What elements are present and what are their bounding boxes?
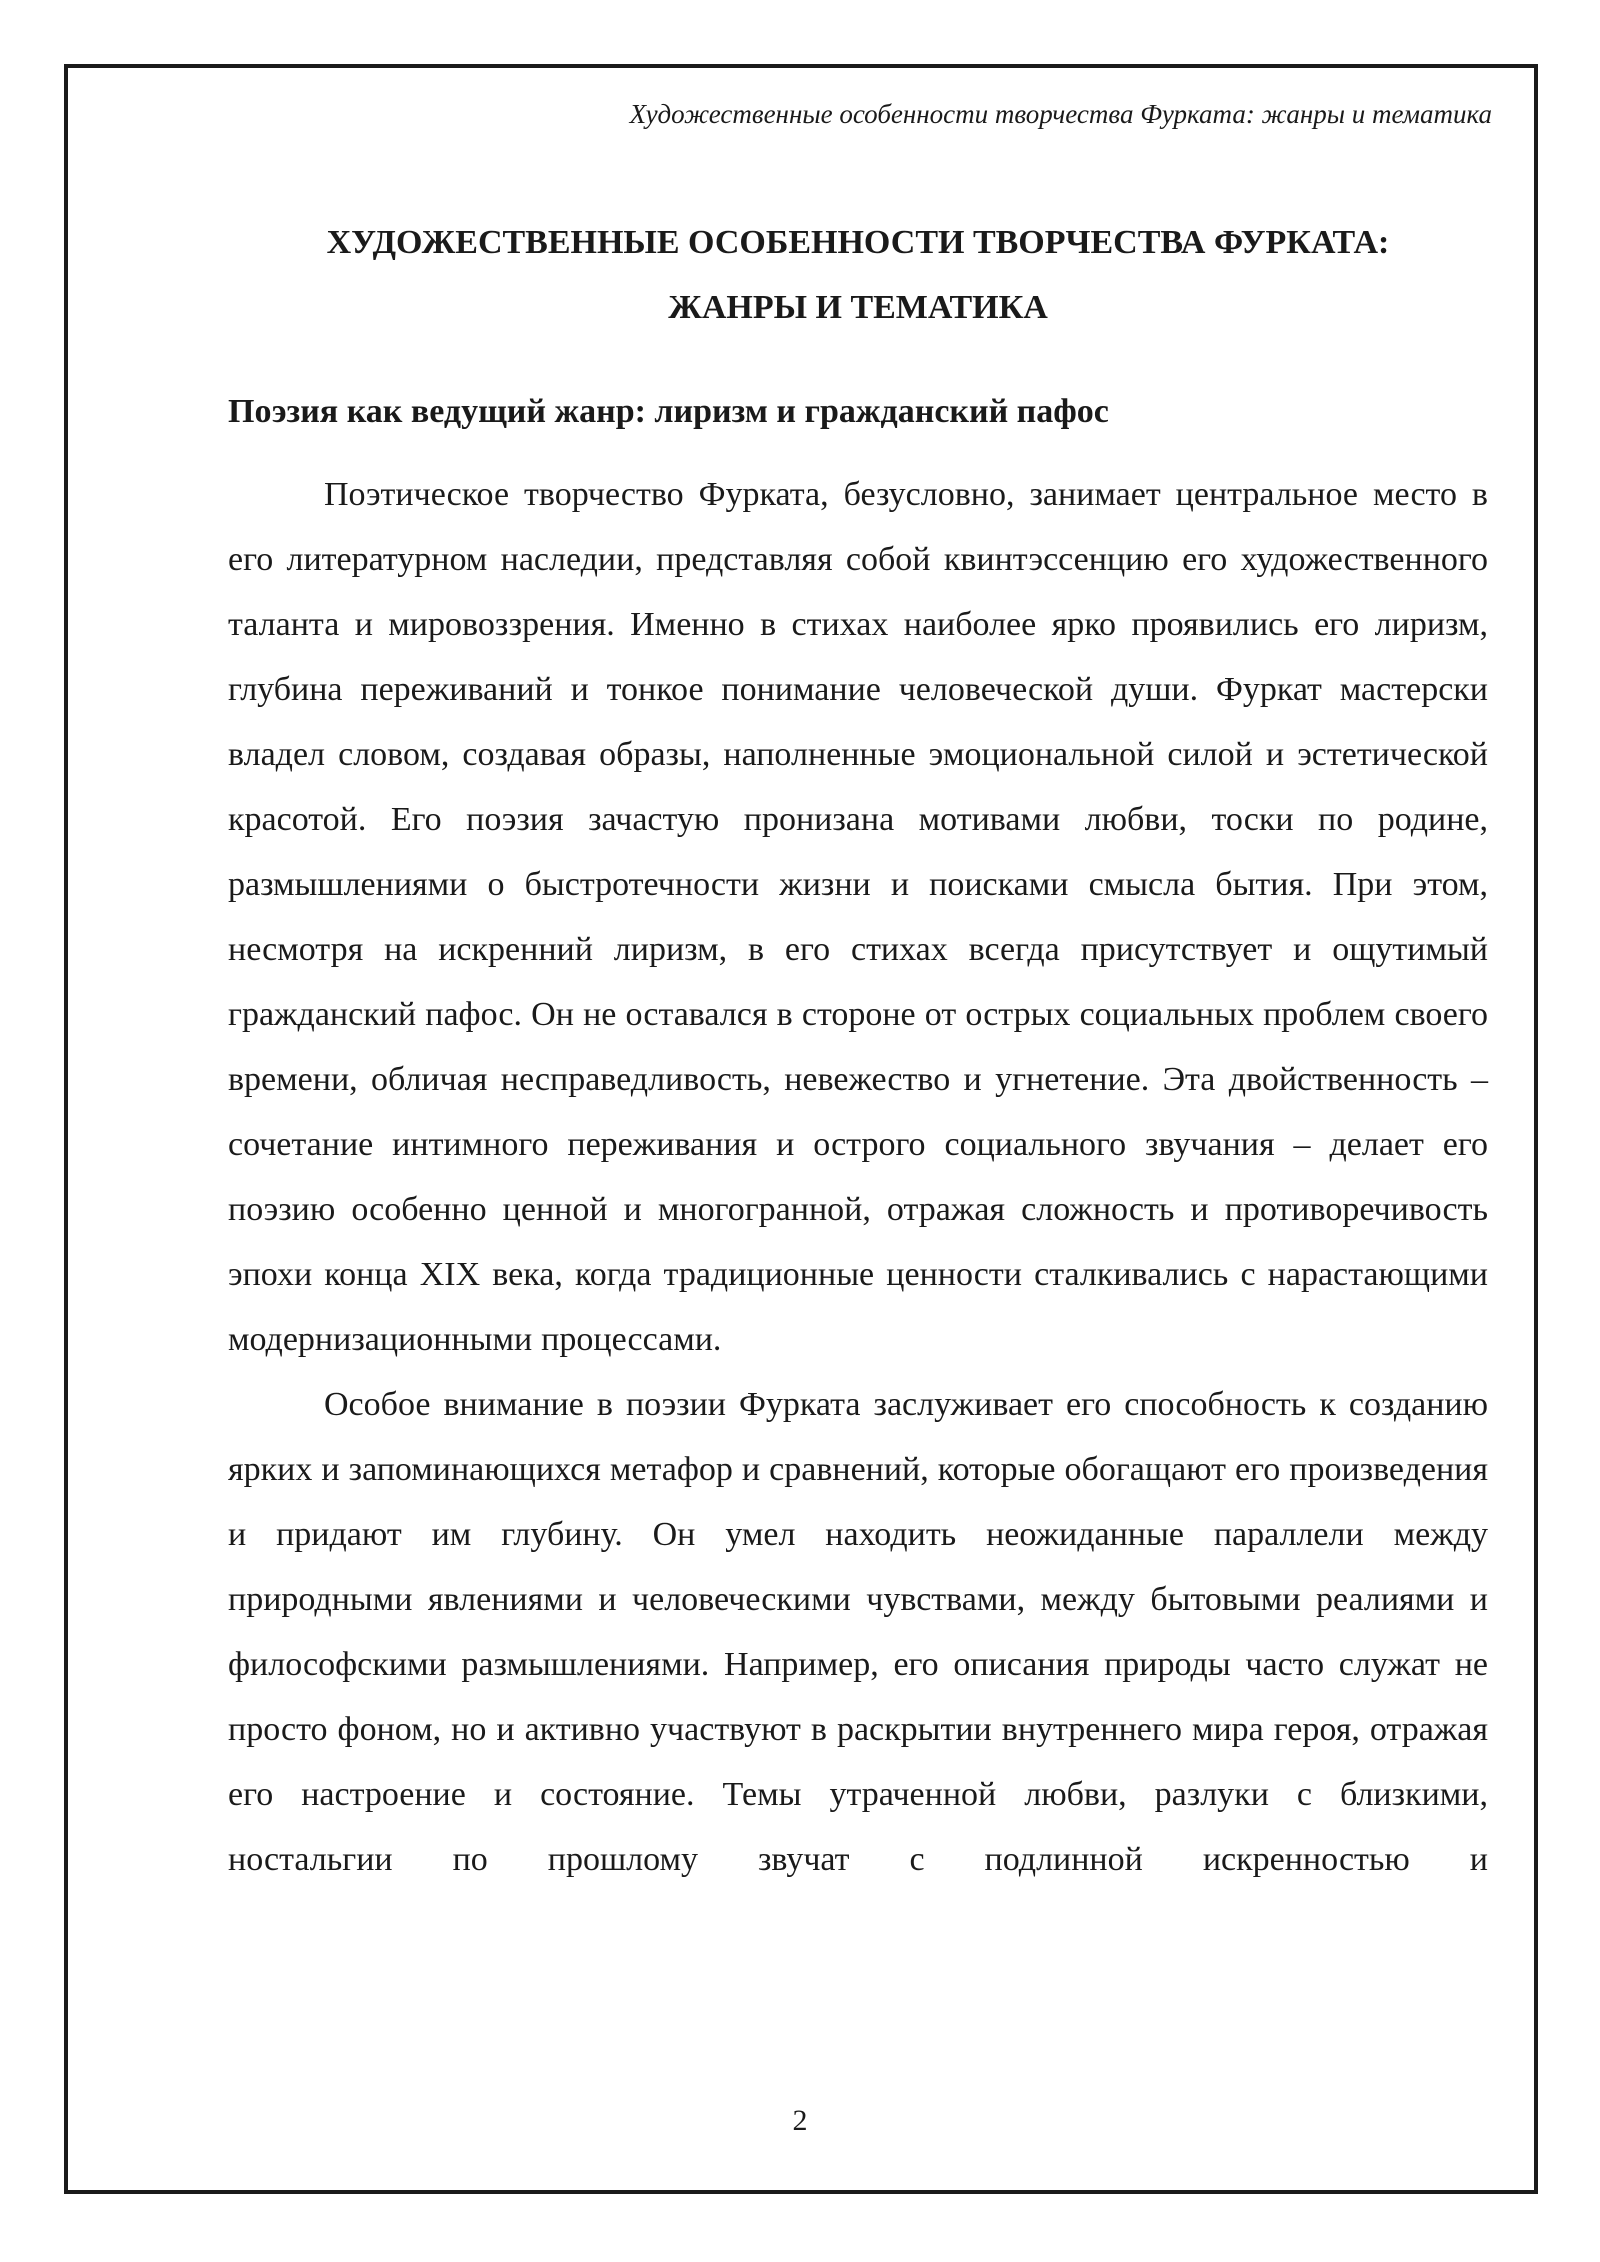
- page-number: 2: [792, 2104, 808, 2137]
- running-header: Художественные особенности творчества Фурката: жанры и тематика: [629, 99, 1492, 129]
- paragraph-1: Поэтическое творчество Фурката, безусловно, занимает центральное место в его литературном наследии, представляя собой квинтэссенцию его художественного таланта и мировоззрения. Именно в стихах наиболее ярко проявились его лиризм, глубина переживаний и тонкое понимание человеческой души. Фуркат мастерски владел словом, создавая образы, наполненные эмоциональной силой и эстетической красотой. Его поэзия зачастую пронизана мотивами любви, тоски по родине, размышлениями о быстротечности жизни и поисками смысла бытия. При этом, несмотря на искренний лиризм, в его стихах всегда присутствует и ощутимый гражданский пафос. Он не оставался в стороне от острых социальных проблем своего времени, обличая несправедливость, невежество и угнетение. Эта двойственность – сочетание интимного переживания и острого социального звучания – делает его поэзию особенно ценной и многогранной, отражая сложность и противоречивость эпохи конца XIX века, когда традиционные ценности сталкивались с нарастающими модернизационными процессами.: [228, 476, 1488, 1358]
- title-line-1: ХУДОЖЕСТВЕННЫЕ ОСОБЕННОСТИ ТВОРЧЕСТВА ФУРКАТА:: [326, 224, 1390, 261]
- title-line-2: ЖАНРЫ И ТЕМАТИКА: [668, 289, 1048, 326]
- document-title: [228, 210, 1488, 340]
- section-heading: Поэзия как ведущий жанр: лиризм и гражданский пафос: [228, 393, 1109, 430]
- body-text: [228, 462, 1488, 1892]
- paragraph-2: Особое внимание в поэзии Фурката заслуживает его способность к созданию ярких и запоминающихся метафор и сравнений, которые обогащают его произведения и придают им глубину. Он умел находить неожиданные параллели между природными явлениями и человеческими чувствами, между бытовыми реалиями и философскими размышлениями. Например, его описания природы часто служат не просто фоном, но и активно участвуют в раскрытии внутреннего мира героя, отражая его настроение и состояние. Темы утраченной любви, разлуки с близкими, ностальгии по прошлому звучат с подлинной искренностью и: [228, 1386, 1488, 1878]
